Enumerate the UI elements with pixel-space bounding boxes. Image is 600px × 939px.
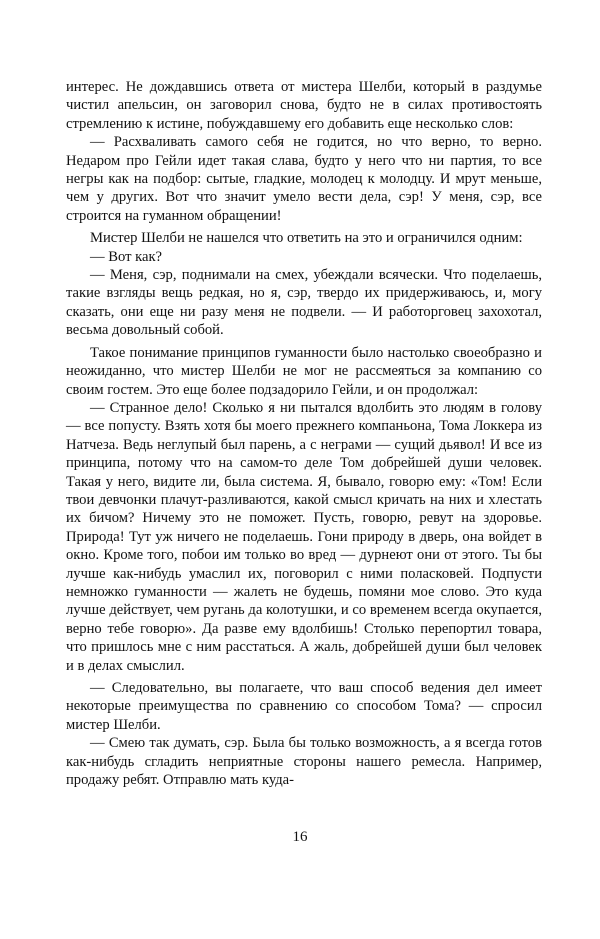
page-text (66, 78, 542, 789)
paragraph: — Расхваливать самого себя не годится, но что верно, то верно. Недаром про Гейли идет такая слава, будто у него что ни партия, то все негры как на подбор: сытые, гладкие, молодец к молодцу. И мрут меньше, чем у других. Вот что значит умело вести дела, сэр! У меня, сэр, все строится на гуманном обращении! (66, 134, 542, 224)
paragraph: Мистер Шелби не нашелся что ответить на это и ограничился одним: (90, 230, 523, 247)
paragraph: — Меня, сэр, поднимали на смех, убеждали всячески. Что поделаешь, такие взгляды вещь редкая, но я, сэр, твердо их придерживаюсь, и, могу сказать, они еще ни разу меня не подвели. — И работорговец захохотал, весьма довольный собой. (66, 267, 542, 339)
paragraph-continued: интерес. Не дождавшись ответа от мистера Шелби, который в раздумье чистил апельсин, он заговорил снова, будто не в силах противостоять стремлению к истине, побуждавшему его добавить еще несколько слов: (66, 79, 542, 132)
paragraph: — Вот как? (90, 248, 163, 265)
paragraph: — Странное дело! Сколько я ни пытался вдолбить это людям в голову — все попусту. Взять хотя бы моего прежнего компаньона, Тома Локкера из Натчеза. Ведь неглупый был парень, а с неграми — сущий дьявол! И все из принципа, потому что на самом-то деле Том добрейшей души человек. Такая у него, видите ли, была система. Я, бывало, говорю ему: «Том! Если твои девчонки плачут-разливаются, какой смысл кричать на них и хлестать их бичом? Ничему это не поможет. Пусть, говорю, ревут на здоровье. Природа! Тут уж ничего не поделаешь. Гони природу в дверь, она войдет в окно. Кроме того, побои им только во вред — дурнеют они от этого. Ты бы лучше как-нибудь умаслил их, поговорил с ними поласковей. Подпусти немножко гуманности — жалеть не будешь, помяни мое слово. Это куда лучше действует, чем ругань да колотушки, и со временем всегда окупается, верно тебе говорю». Да разве ему вдолбишь! Столько перепортил товара, что пришлось мне с ним расстаться. А жаль, добрейшей души был человек и в делах смыслил. (66, 399, 542, 674)
paragraph: Такое понимание принципов гуманности было настолько своеобразно и неожиданно, что мистер Шелби не мог не рассмеяться за компанию со своим гостем. Это еще более подзадорило Гейли, и он продолжал: (66, 344, 542, 398)
paragraph: — Следовательно, вы полагаете, что ваш способ ведения дел имеет некоторые преимущества по сравнению со способом Тома? — спросил мистер Шелби. (66, 680, 542, 733)
page-number: 16 (292, 829, 308, 845)
paragraph: — Смею так думать, сэр. Была бы только возможность, а я всегда готов как-нибудь сгладить неприятные стороны нашего ремесла. Например, продажу ребят. Отправлю мать куда- (66, 735, 542, 789)
